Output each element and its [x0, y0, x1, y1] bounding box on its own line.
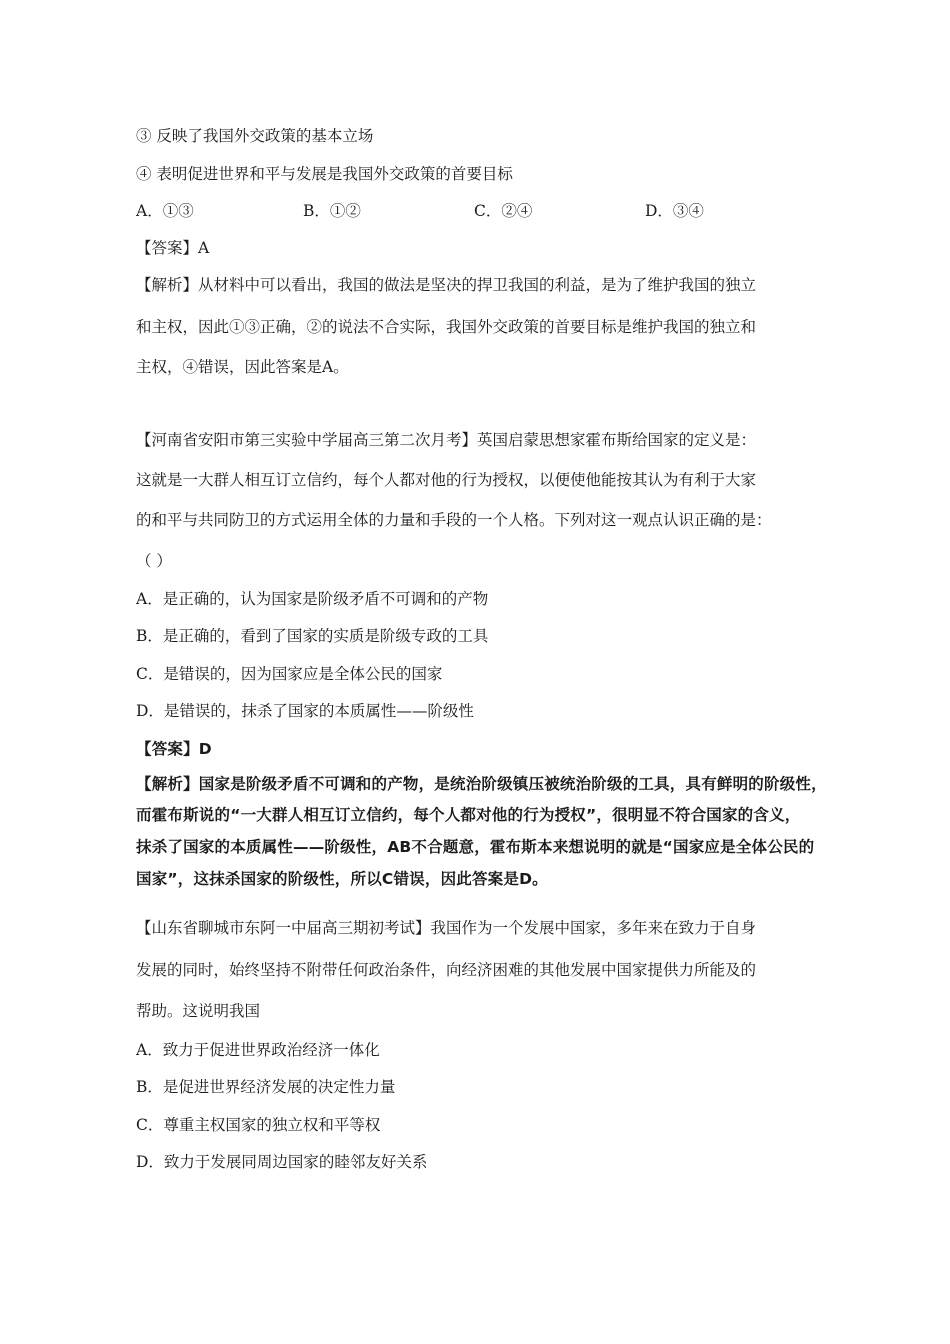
q1-analysis-line-2: 和主权，因此①③正确，②的说法不合实际，我国外交政策的首要目标是维护我国的独立和 [136, 318, 757, 336]
q2-answer: 【答案】D [136, 740, 212, 758]
q1-options [136, 201, 796, 221]
q1-analysis-line-3: 主权，④错误，因此答案是A。 [136, 358, 349, 376]
q2-analysis-line-2: 而霍布斯说的“一大群人相互订立信约，每个人都对他的行为授权”，很明显不符合国家的含义， [136, 806, 801, 824]
q2-option-a: A．是正确的，认为国家是阶级矛盾不可调和的产物 [136, 590, 489, 608]
q3-option-c: C．尊重主权国家的独立权和平等权 [136, 1116, 381, 1134]
q3-option-b: B．是促进世界经济发展的决定性力量 [136, 1078, 396, 1096]
q2-option-c: C．是错误的，因为国家应是全体公民的国家 [136, 665, 443, 683]
q2-analysis-line-1: 【解析】国家是阶级矛盾不可调和的产物，是统治阶级镇压被统治阶级的工具，具有鲜明的阶级性， [136, 775, 827, 793]
q1-option-a: A．①③ [136, 202, 194, 220]
q1-analysis-line-1: 【解析】从材料中可以看出，我国的做法是坚决的捍卫我国的利益，是为了维护我国的独立 [136, 276, 757, 294]
q2-stem-line-1: 【河南省安阳市第三实验中学届高三第二次月考】英国启蒙思想家霍布斯给国家的定义是： [136, 431, 757, 449]
q2-analysis-line-3: 抹杀了国家的本质属性——阶级性，AB不合题意，霍布斯本来想说明的就是“国家应是全体公民的 [136, 838, 815, 856]
q3-option-d: D．致力于发展同周边国家的睦邻友好关系 [136, 1153, 428, 1171]
q2-stem-line-3: 的和平与共同防卫的方式运用全体的力量和手段的一个人格。下列对这一观点认识正确的是： [136, 511, 772, 529]
q3-stem-line-2: 发展的同时，始终坚持不附带任何政治条件，向经济困难的其他发展中国家提供力所能及的 [136, 961, 757, 979]
q2-analysis-line-4: 国家”，这抹杀国家的阶级性，所以C错误，因此答案是D。 [136, 870, 548, 888]
q1-item-3: ③ 反映了我国外交政策的基本立场 [136, 127, 374, 145]
q1-option-b: B．①② [303, 202, 361, 220]
q1-answer: 【答案】A [136, 239, 210, 257]
q3-option-a: A．致力于促进世界政治经济一体化 [136, 1041, 380, 1059]
q1-option-d: D．③④ [645, 202, 704, 220]
q3-stem-line-1: 【山东省聊城市东阿一中届高三期初考试】我国作为一个发展中国家，多年来在致力于自身 [136, 919, 757, 937]
q1-item-4: ④ 表明促进世界和平与发展是我国外交政策的首要目标 [136, 165, 513, 183]
q2-option-b: B．是正确的，看到了国家的实质是阶级专政的工具 [136, 627, 489, 645]
q2-stem-line-4: （ ） [136, 552, 172, 570]
q1-option-c: C．②④ [474, 202, 533, 220]
q2-option-d: D．是错误的，抹杀了国家的本质属性——阶级性 [136, 702, 474, 720]
q3-stem-line-3: 帮助。这说明我国 [136, 1002, 261, 1020]
q2-stem-line-2: 这就是一大群人相互订立信约，每个人都对他的行为授权，以便使他能按其认为有利于大家 [136, 471, 757, 489]
